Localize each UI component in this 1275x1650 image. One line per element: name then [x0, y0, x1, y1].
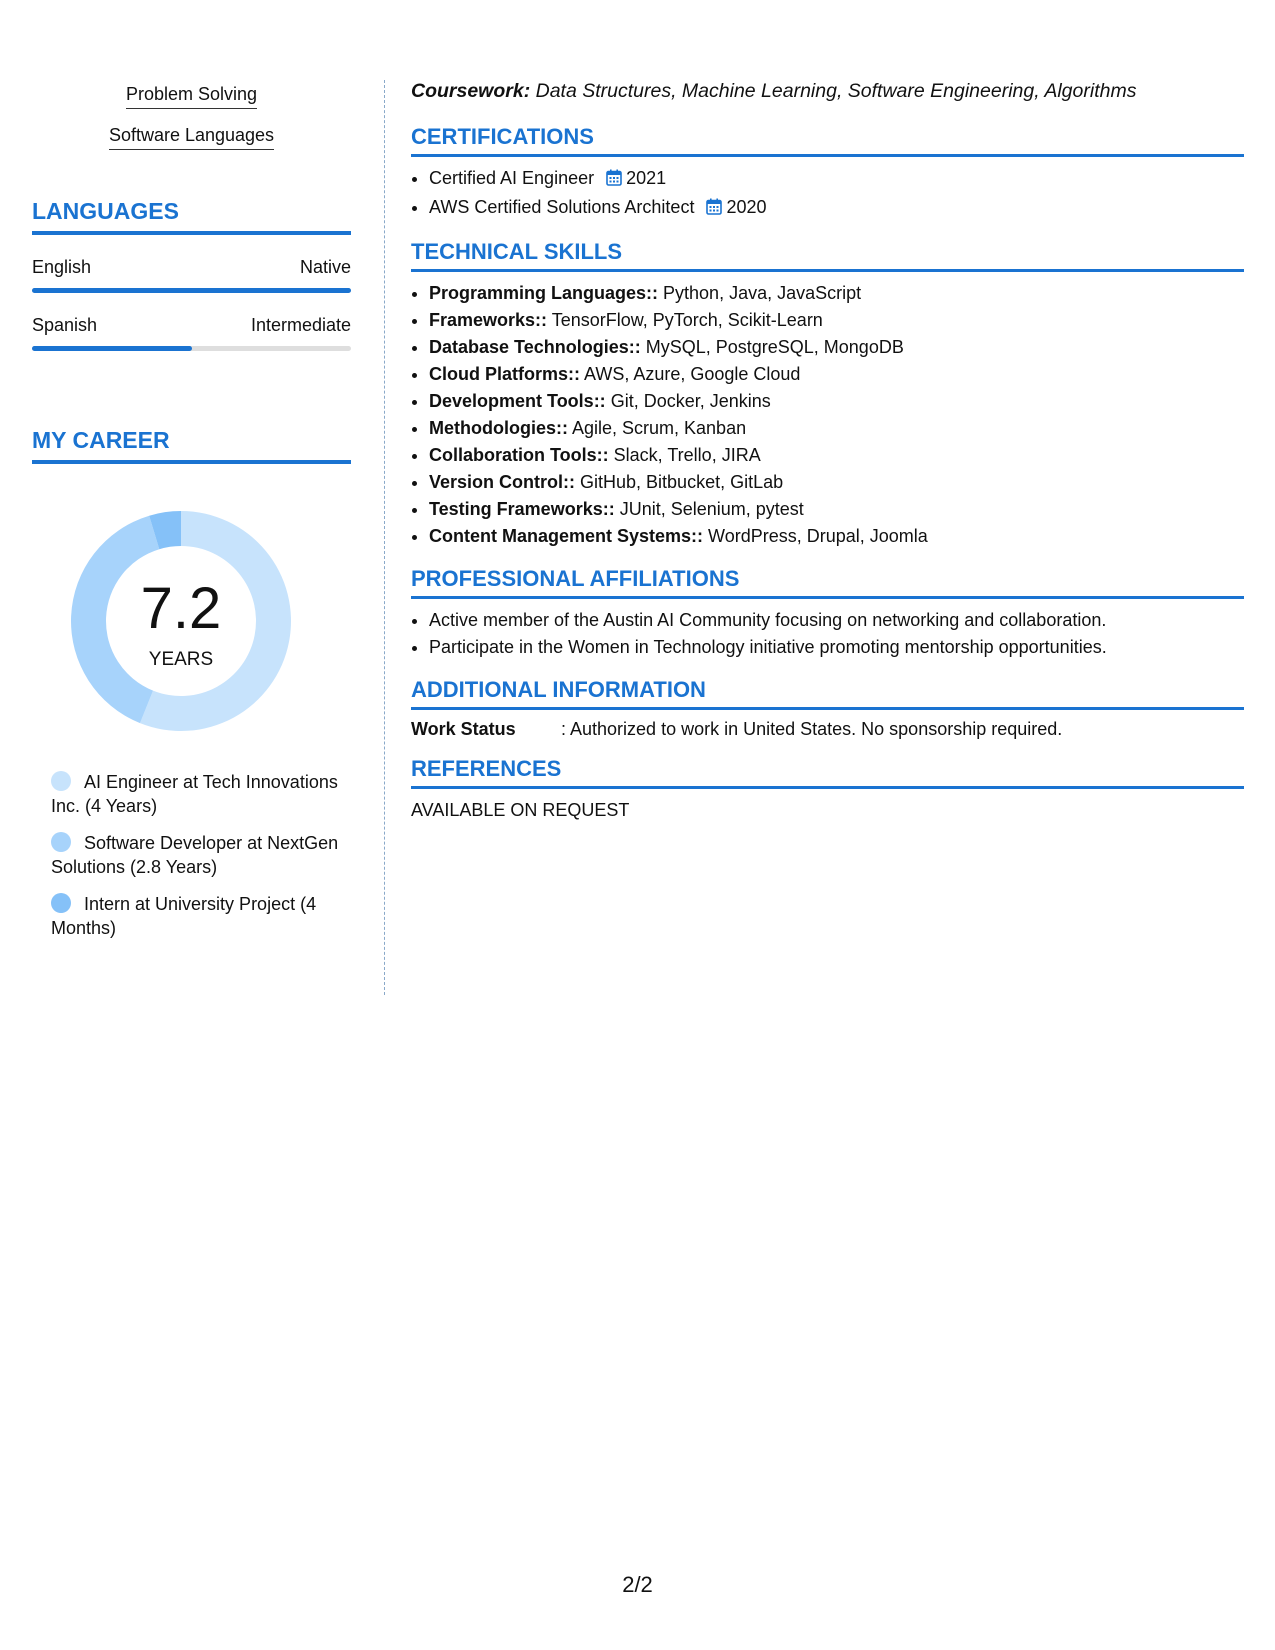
skill-item: [429, 523, 1244, 550]
affiliation-item: • Active member of the Austin AI Community focusing on networking and collaboration.: [429, 607, 1244, 634]
skill-values: Python, Java, JavaScript: [658, 283, 862, 303]
column-divider: [384, 80, 385, 995]
skill-values: Git, Docker, Jenkins: [605, 391, 771, 411]
skill-values: Agile, Scrum, Kanban: [567, 418, 747, 438]
left-column: [32, 84, 351, 953]
skill-category: Cloud Platforms::: [429, 364, 580, 384]
languages-section: [32, 198, 351, 351]
career-section: [32, 427, 351, 940]
technical-skills-list: [411, 280, 1244, 550]
certification-year: 2021: [626, 168, 667, 188]
calendar-icon: [606, 167, 622, 194]
skill-item: [429, 361, 1244, 388]
page-number: 2/2: [622, 1572, 653, 1597]
additional-info-heading: ADDITIONAL INFORMATION: [411, 677, 1244, 710]
career-legend-label: AI Engineer at Tech Innovations Inc. (4 Years): [51, 772, 338, 816]
affiliations-list: [411, 607, 1244, 661]
skill-category: Collaboration Tools::: [429, 445, 609, 465]
language-level: Intermediate: [250, 315, 351, 335]
additional-info-section: [411, 677, 1244, 740]
language-name: English: [32, 257, 92, 277]
certifications-heading: CERTIFICATIONS: [411, 124, 1244, 157]
affiliations-heading: PROFESSIONAL AFFILIATIONS: [411, 566, 1244, 599]
skill-tag: [32, 125, 351, 150]
skill-values: GitHub, Bitbucket, GitLab: [575, 472, 784, 492]
language-name: Spanish: [32, 315, 98, 335]
career-total-unit: YEARS: [148, 649, 214, 670]
career-legend: [51, 770, 351, 940]
skill-tag: [32, 84, 351, 109]
career-legend-label: Software Developer at NextGen Solutions (2.8 Years): [51, 833, 339, 877]
skill-values: TensorFlow, PyTorch, Scikit-Learn: [547, 310, 823, 330]
career-legend-item: [51, 892, 351, 940]
certifications-list: [411, 165, 1244, 223]
skill-item: [429, 280, 1244, 307]
skill-item: [429, 442, 1244, 469]
affiliation-item: • Participate in the Women in Technology initiative promoting mentorship opportunities.: [429, 634, 1244, 661]
skill-category: Frameworks::: [429, 310, 548, 330]
coursework-label: Coursework:: [411, 80, 531, 102]
coursework-text: Data Structures, Machine Learning, Software Engineering, Algorithms: [530, 80, 1137, 102]
skill-category: Methodologies::: [429, 418, 568, 438]
language-item: [32, 257, 351, 293]
work-status-value: : Authorized to work in United States. No sponsorship required.: [561, 719, 1063, 739]
career-total-years: 7.2: [140, 576, 222, 641]
skill-values: Slack, Trello, JIRA: [608, 445, 761, 465]
career-legend-item: [51, 831, 351, 879]
references-section: [411, 756, 1244, 821]
legend-dot-icon: [51, 771, 71, 791]
language-proficiency-bar: [32, 288, 351, 293]
certification-year: 2020: [726, 197, 767, 217]
skill-item: [429, 334, 1244, 361]
career-heading: MY CAREER: [32, 427, 351, 464]
skill-category: Database Technologies::: [429, 337, 641, 357]
certification-item: [429, 165, 1244, 194]
legend-dot-icon: [51, 893, 71, 913]
references-text: AVAILABLE ON REQUEST: [411, 800, 630, 820]
skill-item: [429, 388, 1244, 415]
affiliations-section: [411, 566, 1244, 661]
references-heading: REFERENCES: [411, 756, 1244, 789]
certification-name: Certified AI Engineer: [429, 168, 595, 188]
certification-name: AWS Certified Solutions Architect: [429, 197, 695, 217]
skill-category: Testing Frameworks::: [429, 499, 615, 519]
career-legend-label: Intern at University Project (4 Months): [51, 894, 317, 938]
certifications-section: [411, 124, 1244, 223]
right-column: [411, 78, 1244, 821]
technical-skills-section: [411, 239, 1244, 550]
skill-category: Content Management Systems::: [429, 526, 704, 546]
skill-item: [429, 415, 1244, 442]
language-proficiency-fill: [32, 288, 351, 293]
career-donut-chart: [66, 506, 296, 736]
skill-category: Development Tools::: [429, 391, 606, 411]
skill-values: AWS, Azure, Google Cloud: [580, 364, 801, 384]
language-item: [32, 315, 351, 351]
career-legend-item: [51, 770, 351, 818]
skill-tag-label: Problem Solving: [126, 84, 257, 109]
skill-item: [429, 496, 1244, 523]
calendar-icon: [706, 196, 722, 223]
languages-heading: LANGUAGES: [32, 198, 351, 235]
coursework-line: [411, 78, 1244, 104]
language-proficiency-bar: [32, 346, 351, 351]
language-level: Native: [299, 257, 351, 277]
skill-item: [429, 469, 1244, 496]
language-proficiency-fill: [32, 346, 192, 351]
skill-tag-label: Software Languages: [109, 125, 274, 150]
certification-item: [429, 194, 1244, 223]
work-status-row: [411, 719, 1244, 740]
work-status-label: Work Status: [411, 719, 516, 739]
skill-values: MySQL, PostgreSQL, MongoDB: [640, 337, 904, 357]
skill-values: WordPress, Drupal, Joomla: [703, 526, 928, 546]
technical-skills-heading: TECHNICAL SKILLS: [411, 239, 1244, 272]
skill-category: Version Control::: [429, 472, 576, 492]
skill-item: [429, 307, 1244, 334]
skill-category: Programming Languages::: [429, 283, 659, 303]
legend-dot-icon: [51, 832, 71, 852]
skill-values: JUnit, Selenium, pytest: [614, 499, 804, 519]
